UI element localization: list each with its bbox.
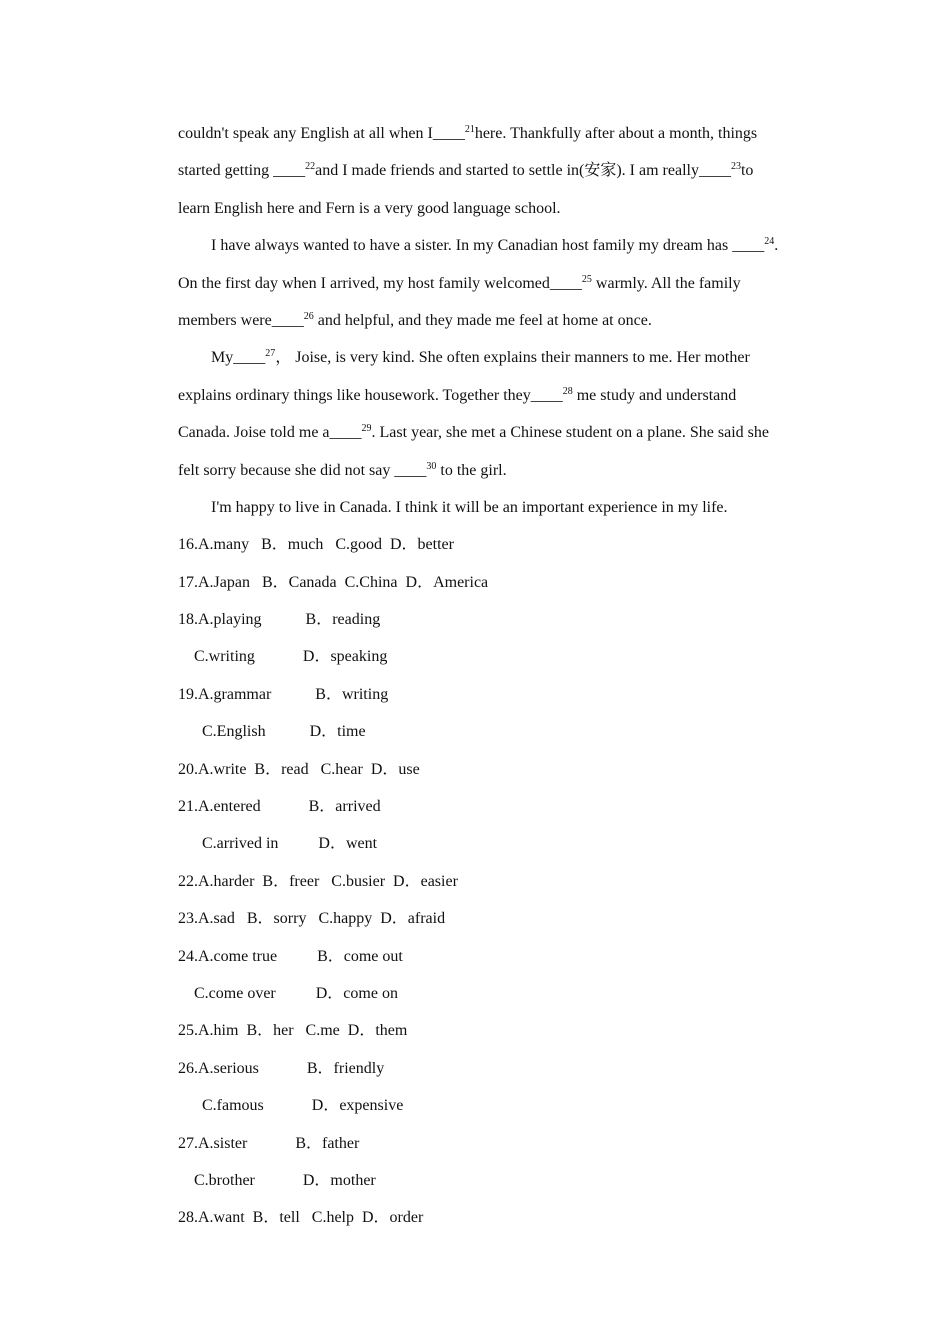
option-line: 28.A.want B．tell C.help D．order (178, 1209, 424, 1227)
option-line: 26.A.serious B．friendly (178, 1059, 385, 1077)
option-line: 17.A.Japan B．Canada C.China D．America (178, 573, 489, 591)
blank-number: 23 (730, 161, 741, 173)
passage-text: members were____ (178, 311, 304, 329)
option-line: C.come over D．come on (194, 984, 398, 1002)
option-line: 27.A.sister B．father (178, 1134, 360, 1152)
reading-passage (178, 115, 810, 526)
passage-text: to the girl. (436, 461, 507, 479)
passage-text: couldn't speak any English at all when I____ (178, 125, 465, 142)
passage-text: and helpful, and they made me feel at home at once. (313, 311, 652, 329)
passage-line (178, 302, 810, 339)
option-line: 20.A.write B．read C.hear D．use (178, 760, 420, 778)
passage-text: me study and understand (572, 386, 737, 404)
passage-line (178, 227, 810, 264)
option-line: 22.A.harder B．freer C.busier D．easier (178, 872, 458, 890)
passage-line (178, 190, 810, 227)
blank-number: 30 (426, 460, 437, 472)
answer-options (178, 526, 810, 1236)
option-line: 19.A.grammar B．writing (178, 685, 389, 703)
passage-text: felt sorry because she did not say ____ (178, 461, 427, 479)
blank-number: 27 (265, 348, 276, 360)
option-line: C.brother D．mother (194, 1171, 376, 1189)
passage-line (178, 377, 810, 414)
blank-number: 25 (581, 273, 592, 285)
passage-line (178, 489, 810, 526)
blank-number: 21 (464, 124, 475, 135)
passage-text: . Last year, she met a Chinese student on a plane. She said she (371, 424, 769, 442)
blank-number: 24 (764, 236, 775, 248)
blank-number: 29 (361, 423, 372, 435)
option-line: 24.A.come true B．come out (178, 947, 403, 965)
option-line: C.arrived in D．went (202, 835, 378, 853)
passage-text: I have always wanted to have a sister. In my Canadian host family my dream has ____ (211, 237, 765, 255)
passage-text: to (740, 162, 754, 180)
passage-text: learn English here and Fern is a very good language school. (178, 199, 561, 217)
passage-text: . (774, 237, 779, 255)
passage-text: Canada. Joise told me a____ (178, 424, 362, 442)
passage-line (178, 115, 810, 152)
option-line: 23.A.sad B．sorry C.happy D．afraid (178, 910, 446, 928)
blank-number: 22 (305, 161, 316, 173)
passage-line (178, 414, 810, 451)
option-line: 21.A.entered B．arrived (178, 798, 381, 816)
passage-text: started getting ____ (178, 162, 306, 180)
document-page (178, 115, 810, 1237)
blank-number: 28 (562, 385, 573, 397)
passage-text: explains ordinary things like housework. Together they____ (178, 386, 563, 404)
option-line: C.famous D．expensive (202, 1097, 404, 1115)
option-line: 25.A.him B．her C.me D．them (178, 1022, 408, 1040)
blank-number: 26 (303, 310, 314, 322)
option-line: C.English D．time (202, 723, 366, 741)
passage-line (178, 152, 810, 189)
passage-text: ， Joise, is very kind. She often explains their manners to me. Her mother (275, 349, 750, 367)
passage-line (178, 339, 810, 376)
option-line: C.writing D．speaking (194, 648, 388, 666)
passage-text: and I made friends and started to settle in(安家). I am really____ (315, 162, 731, 180)
option-line: 16.A.many B．much C.good D．better (178, 536, 454, 554)
passage-text: My____ (211, 349, 266, 367)
passage-text: On the first day when I arrived, my host family welcomed____ (178, 274, 582, 292)
passage-text: here. Thankfully after about a month, things (474, 125, 758, 142)
passage-text: warmly. All the family (591, 274, 741, 292)
passage-line (178, 452, 810, 489)
option-line: 18.A.playing B．reading (178, 611, 381, 629)
passage-text: I'm happy to live in Canada. I think it will be an important experience in my life. (211, 498, 728, 516)
passage-line (178, 265, 810, 302)
